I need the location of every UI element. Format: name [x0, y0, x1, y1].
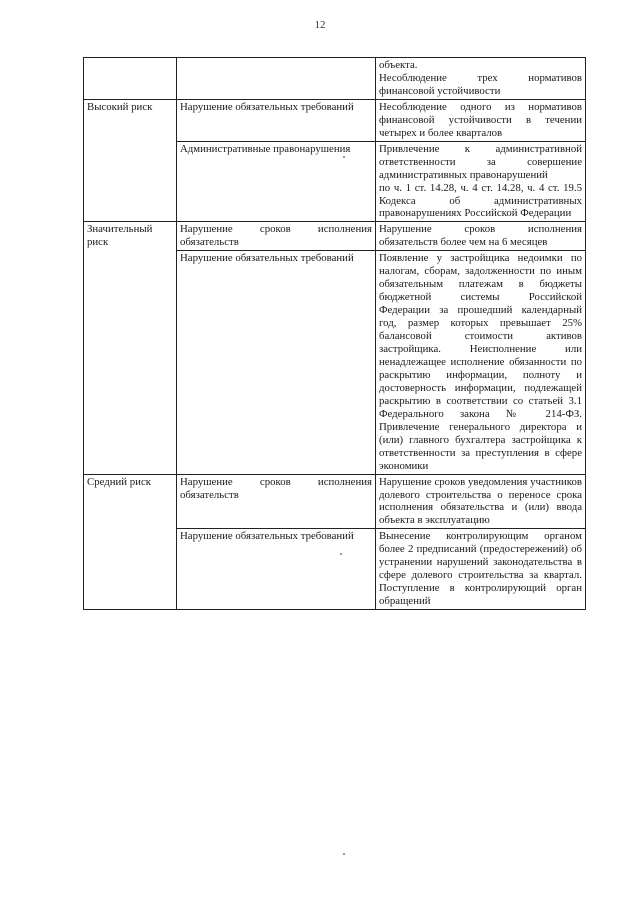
- risk-criteria-table: [83, 57, 586, 610]
- criteria-text: Нарушение сроков исполнения обязательств более чем на 6 месяцев: [379, 223, 582, 249]
- criteria-cell: [376, 222, 586, 251]
- violation-cell: [177, 58, 376, 100]
- scan-speck: [340, 553, 342, 555]
- risk-level-cell: Значительный риск: [84, 222, 177, 474]
- risk-level-cell: Высокий риск: [84, 99, 177, 222]
- table-row: [84, 58, 586, 100]
- violation-cell: Нарушение обязательных требований: [177, 99, 376, 141]
- criteria-text: Привлечение к административной ответственности за совершение административных правонарушений: [379, 142, 582, 181]
- criteria-cell: [376, 251, 586, 474]
- table-row: [84, 474, 586, 529]
- criteria-cell: [376, 141, 586, 222]
- criteria-cell: [376, 58, 586, 100]
- scan-speck: [343, 156, 345, 158]
- criteria-cell: [376, 99, 586, 141]
- violation-cell: Нарушение сроков исполнения обязательств: [177, 474, 376, 529]
- scan-speck: [343, 853, 345, 855]
- risk-level-cell: [84, 58, 177, 100]
- table-row: [84, 222, 586, 251]
- criteria-text: Несоблюдение трех нормативов финансовой устойчивости: [379, 71, 582, 97]
- criteria-text: по ч. 1 ст. 14.28, ч. 4 ст. 14.28, ч. 4 ст. 19.5 Кодекса об административных правонарушениях Российской Федерации: [379, 181, 582, 220]
- criteria-text: объекта.: [379, 59, 418, 71]
- violation-cell: Нарушение обязательных требований: [177, 529, 376, 610]
- criteria-cell: [376, 474, 586, 529]
- criteria-text: Несоблюдение одного из нормативов финансовой устойчивости в течении четырех и более кварталов: [379, 100, 582, 139]
- criteria-text: Вынесение контролирующим органом более 2 предписаний (предостережений) об устранении нарушений законодательства в сфере долевого строительства за квартал. Поступление в контролирующий орган обращений: [379, 530, 582, 608]
- table-row: [84, 99, 586, 141]
- criteria-text: Нарушение сроков уведомления участников долевого строительства о переносе срока исполнения обязательства и (или) ввода объекта в эксплуатацию: [379, 475, 582, 527]
- page-number: 12: [314, 19, 326, 31]
- criteria-text: Появление у застройщика недоимки по налогам, сборам, задолженности по иным обязательным платежам в бюджеты бюджетной системы Российской Федерации за прошедший календарный год, размер которых превышает 25% балансовой стоимости активов застройщика. Неисполнение или ненадлежащее исполнение обязанности по раскрытию информации, полноту и достоверность информации, подлежащей раскрытию в соответствии со статьей 3.1 Федерального закона № 214-ФЗ. Привлечение генерального директора и (или) главного бухгалтера застройщика к ответственности за преступления в сфере экономики: [379, 252, 582, 472]
- violation-cell: Нарушение сроков исполнения обязательств: [177, 222, 376, 251]
- risk-level-cell: Средний риск: [84, 474, 177, 610]
- criteria-cell: [376, 529, 586, 610]
- violation-cell: Нарушение обязательных требований: [177, 251, 376, 474]
- violation-cell: Административные правонарушения: [177, 141, 376, 222]
